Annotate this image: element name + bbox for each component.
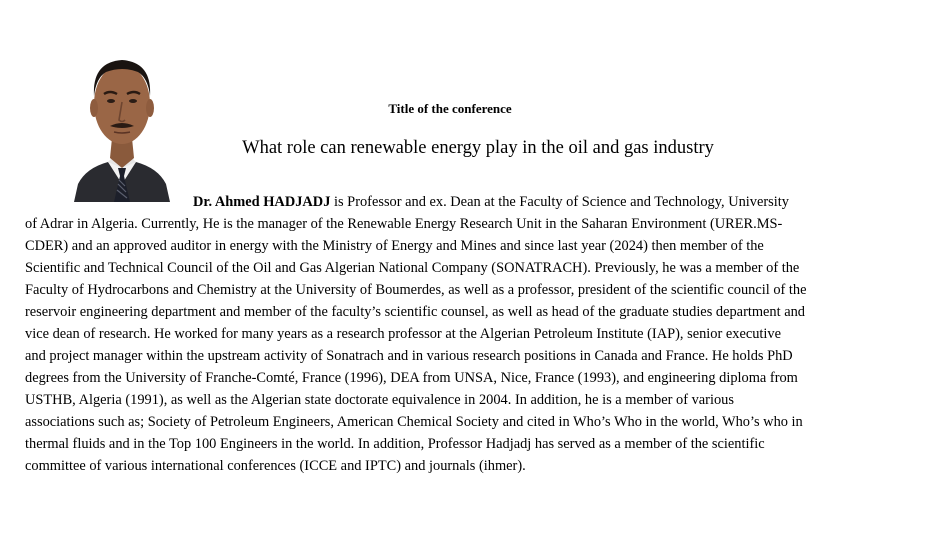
bio-line	[25, 191, 855, 213]
conference-title: What role can renewable energy play in the oil and gas industry	[242, 138, 714, 158]
bio-line: CDER) and an approved auditor in energy with the Ministry of Energy and Mines and since last year (2024) then member of the	[25, 238, 764, 254]
bio-line: thermal fluids and in the Top 100 Engineers in the world. In addition, Professor Hadjadj has served as a member of the scientific	[25, 436, 765, 452]
bio-line: associations such as; Society of Petroleum Engineers, American Chemical Society and cited in Who’s Who in the world, Who’s who in	[25, 414, 803, 430]
bio-line: vice dean of research. He worked for many years as a research professor at the Algerian Petroleum Institute (IAP), senior executive	[25, 326, 782, 342]
speaker-bio	[25, 191, 855, 477]
conference-label: Title of the conference	[388, 101, 512, 116]
speaker-portrait	[72, 34, 172, 202]
bio-first-line-text: is Professor and ex. Dean at the Faculty of Science and Technology, University	[330, 194, 789, 210]
speaker-name: Dr. Ahmed HADJADJ	[193, 194, 331, 210]
bio-line: USTHB, Algeria (1991), as well as the Algerian state doctorate equivalence in 2004. In addition, he is a member of various	[25, 392, 734, 408]
bio-line: Scientific and Technical Council of the Oil and Gas Algerian National Company (SONATRACH). Previously, he was a member of the	[25, 260, 800, 276]
bio-line: reservoir engineering department and member of the faculty’s scientific counsel, as well as head of the graduate studies department and	[25, 304, 806, 320]
bio-line: degrees from the University of Franche-Comté, France (1996), DEA from UNSA, Nice, France (1993), and engineering diploma from	[25, 370, 798, 386]
bio-line: and project manager within the upstream activity of Sonatrach and in various research positions in Canada and France. He holds PhD	[25, 348, 793, 364]
bio-line: committee of various international conferences (ICCE and IPTC) and journals (ihmer).	[25, 458, 526, 474]
bio-line: of Adrar in Algeria. Currently, He is the manager of the Renewable Energy Research Unit in the Saharan Environment (URER.MS-	[25, 216, 783, 232]
bio-line: Faculty of Hydrocarbons and Chemistry at the University of Boumerdes, as well as a professor, president of the scientific council of the	[25, 282, 807, 298]
